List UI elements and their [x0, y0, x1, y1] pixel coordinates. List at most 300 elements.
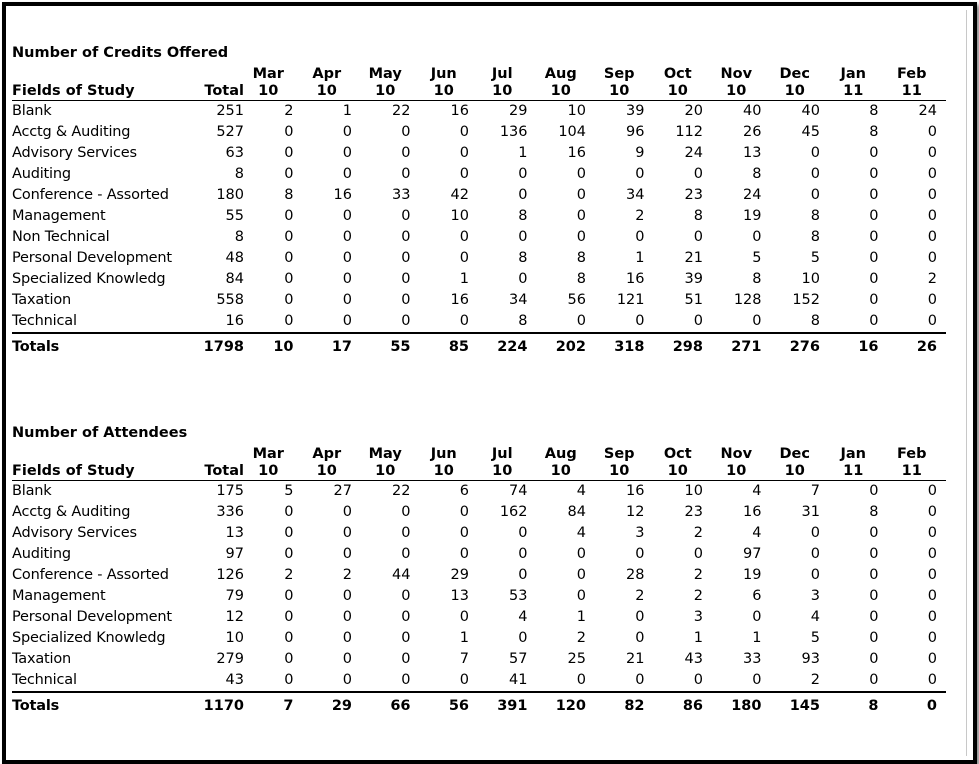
table-row: [12, 311, 946, 333]
month-value-cell: 0: [459, 313, 469, 329]
header-month: [420, 64, 479, 101]
header-month: [829, 444, 888, 481]
month-value-cell: 0: [869, 187, 879, 203]
month-value-cell: 3: [635, 525, 645, 541]
month-total-cell: 16: [858, 339, 879, 355]
month-value-cell: 0: [342, 229, 352, 245]
month-value-cell: 0: [342, 145, 352, 161]
month-value-cell: 0: [342, 250, 352, 266]
month-value-cell: 0: [752, 672, 762, 688]
header-month: [771, 444, 830, 481]
month-value-cell: 0: [401, 630, 411, 646]
header-month-name: Sep: [603, 446, 635, 462]
header-month-name: Aug: [544, 66, 577, 82]
month-value-cell: 4: [518, 609, 528, 625]
month-value-cell: 0: [869, 651, 879, 667]
month-value-cell: 0: [518, 271, 528, 287]
header-month: [420, 444, 479, 481]
month-value-cell: 0: [927, 483, 937, 499]
month-value-cell: 0: [284, 250, 294, 266]
header-month: [537, 444, 596, 481]
month-value-cell: 0: [518, 567, 528, 583]
field-of-study-cell: Technical: [12, 313, 77, 329]
month-value-cell: 0: [284, 292, 294, 308]
month-value-cell: 2: [342, 567, 352, 583]
month-value-cell: 0: [927, 651, 937, 667]
month-value-cell: 1: [459, 630, 469, 646]
month-value-cell: 0: [342, 504, 352, 520]
field-of-study-cell: Management: [12, 208, 106, 224]
month-value-cell: 0: [401, 292, 411, 308]
month-value-cell: 0: [869, 145, 879, 161]
header-fields-of-study: Fields of Study: [12, 463, 135, 479]
month-value-cell: 0: [927, 313, 937, 329]
month-value-cell: 121: [616, 292, 645, 308]
month-value-cell: 53: [509, 588, 528, 604]
month-value-cell: 8: [284, 187, 294, 203]
header-month-name: Jan: [840, 446, 866, 462]
month-value-cell: 93: [801, 651, 820, 667]
header-month: [361, 64, 420, 101]
month-value-cell: 28: [626, 567, 645, 583]
header-month-year: 11: [843, 83, 864, 99]
month-value-cell: 8: [869, 103, 879, 119]
month-value-cell: 0: [927, 229, 937, 245]
header-month-name: Dec: [779, 66, 810, 82]
section-title: Number of Credits Offered: [12, 45, 229, 61]
field-of-study-cell: Advisory Services: [12, 145, 137, 161]
header-month-year: 10: [726, 83, 747, 99]
month-value-cell: 2: [284, 103, 294, 119]
header-month: [595, 64, 654, 101]
month-value-cell: 0: [518, 166, 528, 182]
month-value-cell: 0: [401, 588, 411, 604]
header-month-year: 10: [784, 83, 805, 99]
total-cell: 10: [225, 630, 244, 646]
month-value-cell: 152: [792, 292, 820, 308]
month-value-cell: 0: [342, 525, 352, 541]
table-row: [12, 670, 946, 692]
month-value-cell: 9: [635, 145, 645, 161]
month-value-cell: 4: [752, 525, 762, 541]
month-total-cell: 85: [448, 339, 469, 355]
field-of-study-cell: Personal Development: [12, 250, 172, 266]
totals-row: [12, 692, 946, 719]
month-value-cell: 16: [450, 292, 469, 308]
month-value-cell: 0: [693, 313, 703, 329]
header-month-name: Apr: [312, 66, 342, 82]
header-month-name: Jul: [491, 446, 513, 462]
month-value-cell: 2: [693, 588, 703, 604]
header-month-name: Sep: [603, 66, 635, 82]
month-total-cell: 66: [390, 698, 411, 714]
month-value-cell: 0: [869, 483, 879, 499]
month-value-cell: 0: [459, 546, 469, 562]
header-month-name: Nov: [720, 66, 753, 82]
month-value-cell: 0: [869, 546, 879, 562]
month-value-cell: 2: [635, 208, 645, 224]
header-month-name: Oct: [663, 446, 692, 462]
right-edge-divider: [966, 10, 967, 756]
header-month-name: Jul: [491, 66, 513, 82]
month-value-cell: 5: [810, 630, 820, 646]
month-value-cell: 0: [869, 271, 879, 287]
header-total: Total: [204, 83, 244, 99]
month-total-cell: 8: [868, 698, 879, 714]
month-total-cell: 180: [731, 698, 762, 714]
month-total-cell: 120: [555, 698, 586, 714]
month-value-cell: 0: [342, 609, 352, 625]
month-value-cell: 104: [558, 124, 586, 140]
month-value-cell: 0: [810, 145, 820, 161]
month-total-cell: 224: [497, 339, 528, 355]
header-month-year: 10: [667, 83, 688, 99]
header-month: [478, 444, 537, 481]
month-value-cell: 23: [684, 187, 703, 203]
month-value-cell: 96: [626, 124, 645, 140]
total-cell: 180: [216, 187, 244, 203]
month-value-cell: 45: [801, 124, 820, 140]
month-value-cell: 0: [635, 546, 645, 562]
header-month: [888, 444, 947, 481]
field-of-study-cell: Acctg & Auditing: [12, 124, 131, 140]
month-value-cell: 23: [684, 504, 703, 520]
month-value-cell: 128: [733, 292, 762, 308]
month-value-cell: 27: [333, 483, 352, 499]
header-month-year: 10: [609, 83, 630, 99]
month-value-cell: 13: [743, 145, 762, 161]
header-month-name: Apr: [312, 446, 342, 462]
table-row: [12, 565, 946, 586]
month-value-cell: 0: [342, 588, 352, 604]
month-value-cell: 97: [743, 546, 762, 562]
month-value-cell: 39: [626, 103, 645, 119]
month-value-cell: 0: [869, 166, 879, 182]
month-value-cell: 5: [284, 483, 294, 499]
month-value-cell: 2: [576, 630, 586, 646]
field-of-study-cell: Advisory Services: [12, 525, 137, 541]
field-of-study-cell: Blank: [12, 483, 52, 499]
month-value-cell: 12: [626, 504, 645, 520]
month-total-cell: 29: [331, 698, 352, 714]
month-value-cell: 0: [401, 313, 411, 329]
month-value-cell: 0: [927, 145, 937, 161]
header-month-year: 10: [433, 83, 454, 99]
table-row: [12, 269, 946, 290]
month-value-cell: 0: [459, 525, 469, 541]
month-value-cell: 26: [743, 124, 762, 140]
month-value-cell: 10: [801, 271, 820, 287]
table-row: [12, 227, 946, 248]
month-value-cell: 1: [342, 103, 352, 119]
month-value-cell: 34: [626, 187, 645, 203]
month-value-cell: 0: [869, 672, 879, 688]
month-value-cell: 2: [284, 567, 294, 583]
month-value-cell: 2: [927, 271, 937, 287]
table-row: [12, 586, 946, 607]
month-value-cell: 8: [518, 208, 528, 224]
month-value-cell: 39: [684, 271, 703, 287]
month-value-cell: 0: [518, 229, 528, 245]
field-of-study-cell: Specialized Knowledg: [12, 630, 166, 646]
month-value-cell: 0: [869, 313, 879, 329]
month-value-cell: 0: [401, 145, 411, 161]
month-value-cell: 43: [684, 651, 703, 667]
field-of-study-cell: Taxation: [12, 651, 71, 667]
month-value-cell: 0: [927, 567, 937, 583]
month-value-cell: 0: [927, 208, 937, 224]
table-row: [12, 544, 946, 565]
total-cell: 8: [234, 166, 244, 182]
header-month-year: 10: [667, 463, 688, 479]
field-of-study-cell: Management: [12, 588, 106, 604]
table-row: [12, 523, 946, 544]
header-month-name: May: [368, 446, 402, 462]
month-value-cell: 0: [810, 567, 820, 583]
month-value-cell: 0: [752, 609, 762, 625]
attendees-table: [12, 444, 946, 719]
month-total-cell: 82: [624, 698, 645, 714]
month-total-cell: 202: [555, 339, 586, 355]
month-value-cell: 0: [927, 504, 937, 520]
month-value-cell: 20: [684, 103, 703, 119]
month-value-cell: 0: [284, 672, 294, 688]
header-month-year: 11: [901, 83, 922, 99]
header-row: [12, 444, 946, 481]
total-cell: 97: [225, 546, 244, 562]
month-value-cell: 8: [693, 208, 703, 224]
header-month-year: 10: [784, 463, 805, 479]
month-value-cell: 51: [684, 292, 703, 308]
total-cell: 13: [225, 525, 244, 541]
month-value-cell: 0: [284, 504, 294, 520]
month-value-cell: 4: [752, 483, 762, 499]
month-value-cell: 0: [810, 546, 820, 562]
month-value-cell: 16: [743, 504, 762, 520]
month-value-cell: 0: [635, 229, 645, 245]
header-month: [888, 64, 947, 101]
month-value-cell: 0: [693, 672, 703, 688]
month-value-cell: 0: [927, 546, 937, 562]
field-of-study-cell: Taxation: [12, 292, 71, 308]
month-value-cell: 0: [576, 187, 586, 203]
header-month: [478, 64, 537, 101]
month-value-cell: 0: [576, 567, 586, 583]
table-row: [12, 143, 946, 164]
header-month: [829, 64, 888, 101]
header-month-name: Jun: [430, 446, 457, 462]
month-value-cell: 13: [450, 588, 469, 604]
month-value-cell: 0: [576, 588, 586, 604]
totals-label: Totals: [12, 698, 60, 714]
header-month-name: Feb: [896, 446, 927, 462]
month-value-cell: 34: [509, 292, 528, 308]
month-value-cell: 3: [810, 588, 820, 604]
month-value-cell: 0: [927, 292, 937, 308]
month-value-cell: 56: [567, 292, 586, 308]
month-value-cell: 112: [675, 124, 703, 140]
month-value-cell: 0: [810, 525, 820, 541]
month-value-cell: 8: [518, 313, 528, 329]
month-value-cell: 16: [450, 103, 469, 119]
field-of-study-cell: Technical: [12, 672, 77, 688]
month-value-cell: 0: [576, 229, 586, 245]
month-value-cell: 0: [284, 166, 294, 182]
month-total-cell: 7: [283, 698, 294, 714]
totals-label: Totals: [12, 339, 60, 355]
total-cell: 279: [216, 651, 244, 667]
month-value-cell: 0: [342, 630, 352, 646]
month-value-cell: 16: [626, 483, 645, 499]
header-month-name: Mar: [252, 66, 284, 82]
table-row: [12, 248, 946, 269]
month-value-cell: 16: [567, 145, 586, 161]
header-month-name: Feb: [896, 66, 927, 82]
month-value-cell: 0: [927, 525, 937, 541]
month-value-cell: 25: [567, 651, 586, 667]
month-total-cell: 0: [926, 698, 937, 714]
month-value-cell: 33: [392, 187, 411, 203]
header-month: [654, 444, 713, 481]
total-cell: 63: [225, 145, 244, 161]
month-value-cell: 0: [927, 187, 937, 203]
month-value-cell: 0: [927, 124, 937, 140]
month-total-cell: 55: [390, 339, 411, 355]
month-value-cell: 0: [576, 672, 586, 688]
report-frame: [2, 2, 977, 764]
month-value-cell: 0: [635, 166, 645, 182]
month-value-cell: 0: [459, 166, 469, 182]
total-cell: 558: [216, 292, 244, 308]
month-value-cell: 0: [927, 672, 937, 688]
month-value-cell: 0: [401, 651, 411, 667]
table-row: [12, 502, 946, 523]
section-title: Number of Attendees: [12, 425, 188, 441]
total-cell: 84: [225, 271, 244, 287]
month-value-cell: 0: [459, 504, 469, 520]
month-value-cell: 0: [342, 546, 352, 562]
header-month-year: 10: [258, 83, 279, 99]
header-month-name: Mar: [252, 446, 284, 462]
total-cell: 527: [216, 124, 244, 140]
month-value-cell: 0: [576, 166, 586, 182]
month-value-cell: 0: [693, 546, 703, 562]
month-total-cell: 17: [331, 339, 352, 355]
field-of-study-cell: Conference - Assorted: [12, 187, 169, 203]
header-month-year: 10: [375, 463, 396, 479]
month-total-cell: 391: [497, 698, 528, 714]
header-month: [654, 64, 713, 101]
month-value-cell: 29: [509, 103, 528, 119]
month-value-cell: 16: [626, 271, 645, 287]
month-value-cell: 5: [810, 250, 820, 266]
month-value-cell: 4: [576, 525, 586, 541]
month-value-cell: 0: [459, 609, 469, 625]
month-value-cell: 0: [635, 630, 645, 646]
header-month-year: 10: [550, 83, 571, 99]
month-value-cell: 24: [684, 145, 703, 161]
header-month-year: 10: [258, 463, 279, 479]
header-fields-of-study: Fields of Study: [12, 83, 135, 99]
month-value-cell: 0: [869, 250, 879, 266]
month-value-cell: 8: [576, 271, 586, 287]
table-row: [12, 164, 946, 185]
month-value-cell: 0: [284, 630, 294, 646]
header-month-year: 10: [492, 83, 513, 99]
header-month-year: 10: [433, 463, 454, 479]
month-value-cell: 8: [518, 250, 528, 266]
header-month-name: Nov: [720, 446, 753, 462]
month-total-cell: 271: [731, 339, 762, 355]
month-value-cell: 22: [392, 483, 411, 499]
month-value-cell: 2: [693, 525, 703, 541]
month-value-cell: 0: [342, 651, 352, 667]
month-value-cell: 3: [693, 609, 703, 625]
month-value-cell: 40: [801, 103, 820, 119]
field-of-study-cell: Acctg & Auditing: [12, 504, 131, 520]
month-value-cell: 8: [810, 208, 820, 224]
month-value-cell: 0: [635, 313, 645, 329]
header-month: [771, 64, 830, 101]
month-value-cell: 0: [342, 124, 352, 140]
month-value-cell: 0: [284, 525, 294, 541]
field-of-study-cell: Auditing: [12, 546, 71, 562]
header-month: [361, 444, 420, 481]
month-value-cell: 0: [635, 609, 645, 625]
month-value-cell: 10: [567, 103, 586, 119]
month-value-cell: 0: [401, 124, 411, 140]
month-value-cell: 0: [693, 229, 703, 245]
month-value-cell: 0: [401, 208, 411, 224]
month-value-cell: 0: [284, 609, 294, 625]
month-value-cell: 0: [342, 292, 352, 308]
month-value-cell: 33: [743, 651, 762, 667]
field-of-study-cell: Non Technical: [12, 229, 110, 245]
month-value-cell: 0: [284, 208, 294, 224]
month-value-cell: 0: [401, 271, 411, 287]
header-month: [537, 64, 596, 101]
month-value-cell: 0: [869, 609, 879, 625]
month-value-cell: 24: [918, 103, 937, 119]
month-value-cell: 4: [576, 483, 586, 499]
month-value-cell: 0: [518, 187, 528, 203]
month-value-cell: 136: [499, 124, 528, 140]
month-value-cell: 0: [635, 672, 645, 688]
header-month: [244, 444, 303, 481]
month-value-cell: 0: [459, 145, 469, 161]
month-value-cell: 0: [342, 672, 352, 688]
table-row: [12, 122, 946, 143]
header-month-year: 10: [316, 463, 337, 479]
month-value-cell: 0: [927, 250, 937, 266]
header-month-name: Oct: [663, 66, 692, 82]
month-value-cell: 0: [518, 546, 528, 562]
total-cell: 43: [225, 672, 244, 688]
total-cell: 79: [225, 588, 244, 604]
month-total-cell: 298: [672, 339, 703, 355]
month-value-cell: 29: [450, 567, 469, 583]
credits-offered-table: [12, 64, 946, 360]
month-value-cell: 0: [284, 651, 294, 667]
field-of-study-cell: Blank: [12, 103, 52, 119]
month-value-cell: 42: [450, 187, 469, 203]
month-value-cell: 6: [459, 483, 469, 499]
month-value-cell: 0: [401, 166, 411, 182]
header-month: [595, 444, 654, 481]
total-cell: 55: [225, 208, 244, 224]
header-total: Total: [204, 463, 244, 479]
month-value-cell: 22: [392, 103, 411, 119]
